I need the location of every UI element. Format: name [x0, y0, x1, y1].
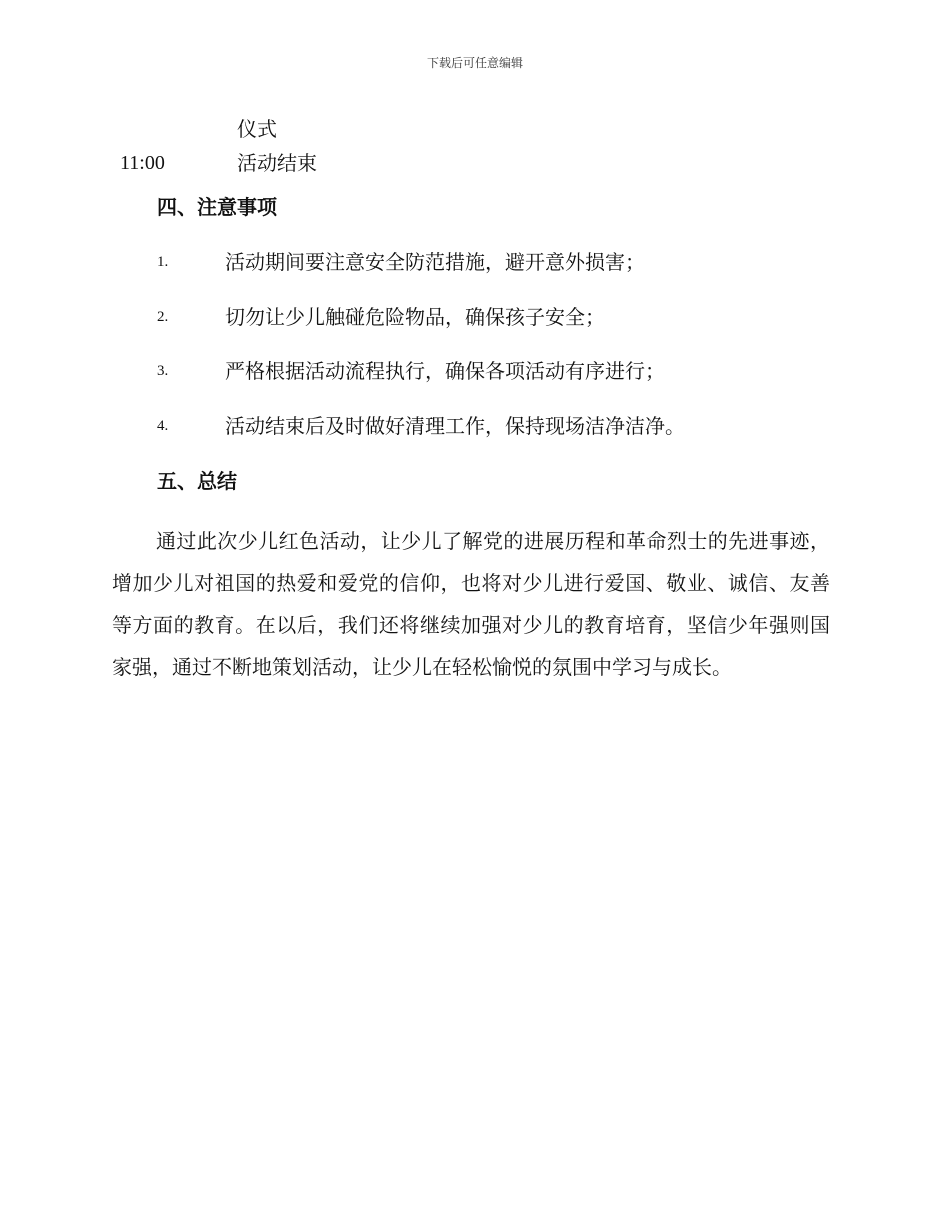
list-item-number: 1. — [157, 254, 169, 270]
list-item-text: 严格根据活动流程执行，确保各项活动有序进行； — [225, 359, 665, 383]
schedule-text: 仪式 — [237, 117, 277, 141]
section-heading-summary: 五、总结 — [157, 469, 237, 493]
list-item-number: 4. — [157, 418, 169, 434]
list-item-number: 2. — [157, 309, 169, 325]
section-heading-notes: 四、注意事项 — [157, 195, 277, 219]
header-note: 下载后可任意编辑 — [426, 56, 523, 70]
schedule-text: 活动结束 — [237, 151, 317, 175]
list-item-text: 切勿让少儿触碰危险物品，确保孩子安全； — [225, 305, 605, 329]
list-item-text: 活动期间要注意安全防范措施，避开意外损害； — [225, 250, 645, 274]
list-item-text: 活动结束后及时做好清理工作，保持现场洁净洁净。 — [225, 414, 685, 438]
summary-paragraph: 通过此次少儿红色活动，让少儿了解党的进展历程和革命烈士的先进事迹，增加少儿对祖国的热爱和爱党的信仰，也将对少儿进行爱国、敬业、诚信、友善等方面的教育。在以后，我们还将继续加强对少儿的教育培育，坚信少年强则国家强，通过不断地策划活动，让少儿在轻松愉悦的氛围中学习与成长。 — [112, 529, 830, 679]
schedule-time: 11:00 — [120, 152, 165, 174]
list-item-number: 3. — [157, 363, 169, 379]
